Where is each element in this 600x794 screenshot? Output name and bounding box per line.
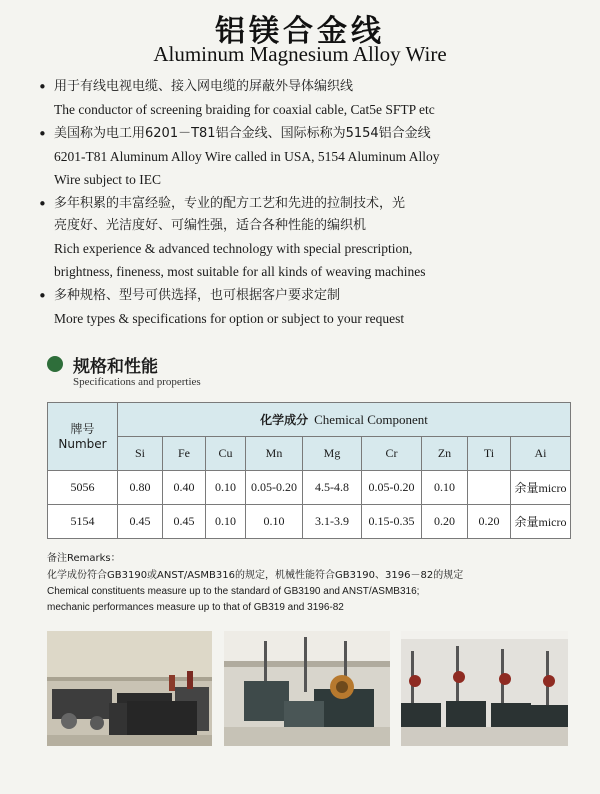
feature-item	[38, 193, 568, 283]
table-cell: 0.45	[163, 505, 206, 539]
section-title-cn: 规格和性能	[73, 357, 158, 377]
table-row	[48, 505, 571, 539]
page-title-en: Aluminum Magnesium Alloy Wire	[153, 42, 447, 66]
element-header: Si	[118, 437, 163, 471]
element-header: Cu	[206, 437, 246, 471]
table-cell: 4.5-4.8	[303, 471, 362, 505]
table-cell: 0.20	[468, 505, 511, 539]
remarks-block	[47, 551, 567, 616]
table-cell: 0.10	[206, 471, 246, 505]
table-cell: 0.05-0.20	[362, 471, 422, 505]
table-cell: 0.20	[422, 505, 468, 539]
feature-text-en: The conductor of screening braiding for coaxial cable, Cat5e SFTP etc	[54, 102, 435, 117]
feature-text-cn: 用于有线电视电缆、接入网电缆的屏蔽外导体编织线	[54, 79, 354, 94]
element-header: Zn	[422, 437, 468, 471]
feature-text-en: Rich experience & advanced technology with special prescription,	[54, 241, 413, 256]
table-cell: 5056	[48, 471, 118, 505]
table-cell: 3.1-3.9	[303, 505, 362, 539]
element-header: Ti	[468, 437, 511, 471]
table-cell: 0.15-0.35	[362, 505, 422, 539]
table-cell: 余量micro	[511, 505, 571, 539]
feature-list	[38, 76, 568, 332]
table-cell: 余量micro	[511, 471, 571, 505]
remarks-text-en: mechanic performances measure up to that of GB319 and 3196-82	[47, 602, 344, 613]
element-header: Mn	[246, 437, 303, 471]
feature-text-en: More types & specifications for option or subject to your request	[54, 311, 405, 326]
table-row	[48, 471, 571, 505]
table-cell: 0.10	[246, 505, 303, 539]
remarks-text-cn: 化学成份符合GB3190或ANST/ASMB316的规定，机械性能符合GB3190、3196－82的规定	[47, 570, 464, 581]
factory-photo-2	[224, 631, 390, 746]
feature-text-en: Wire subject to IEC	[54, 172, 162, 187]
remarks-title: 备注Remarks：	[47, 553, 121, 564]
spec-table	[47, 402, 571, 539]
remarks-text-en: Chemical constituents measure up to the standard of GB3190 and ANST/ASMB316;	[47, 586, 420, 597]
grade-header: 牌号 Number	[48, 403, 118, 471]
table-cell	[468, 471, 511, 505]
table-cell: 0.80	[118, 471, 163, 505]
factory-photo-1	[47, 631, 212, 746]
feature-text-cn: 多年积累的丰富经验，专业的配方工艺和先进的拉制技术，光	[54, 196, 406, 211]
feature-text-cn: 美国称为电工用6201－T81铝合金线、国际标称为5154铝合金线	[54, 126, 431, 141]
table-cell: 0.45	[118, 505, 163, 539]
table-cell: 0.10	[422, 471, 468, 505]
section-title-en: Specifications and properties	[73, 376, 201, 388]
page-title-cn: 铝镁合金线	[215, 14, 385, 49]
bullet-icon: •	[38, 287, 47, 305]
feature-text-en: brightness, fineness, most suitable for all kinds of weaving machines	[54, 264, 426, 279]
table-cell: 5154	[48, 505, 118, 539]
table-cell: 0.40	[163, 471, 206, 505]
table-cell: 0.10	[206, 505, 246, 539]
element-header: Ai	[511, 437, 571, 471]
feature-text-en: 6201-T81 Aluminum Alloy Wire called in USA, 5154 Aluminum Alloy	[54, 149, 440, 164]
element-header: Fe	[163, 437, 206, 471]
feature-item	[38, 76, 568, 121]
bullet-icon: •	[38, 195, 47, 213]
element-header: Cr	[362, 437, 422, 471]
table-cell: 0.05-0.20	[246, 471, 303, 505]
feature-item	[38, 123, 568, 191]
bullet-icon: •	[38, 78, 47, 96]
bullet-icon: •	[38, 125, 47, 143]
feature-text-cn: 多种规格、型号可供选择，也可根据客户要求定制	[54, 288, 341, 303]
chemical-component-header: 化学成分 Chemical Component	[118, 403, 571, 437]
green-circle-icon	[47, 356, 63, 372]
factory-photo-3	[401, 631, 568, 746]
feature-text-cn: 亮度好、光洁度好、可编性强，适合各种性能的编织机	[54, 218, 367, 233]
feature-item	[38, 285, 568, 330]
element-header: Mg	[303, 437, 362, 471]
